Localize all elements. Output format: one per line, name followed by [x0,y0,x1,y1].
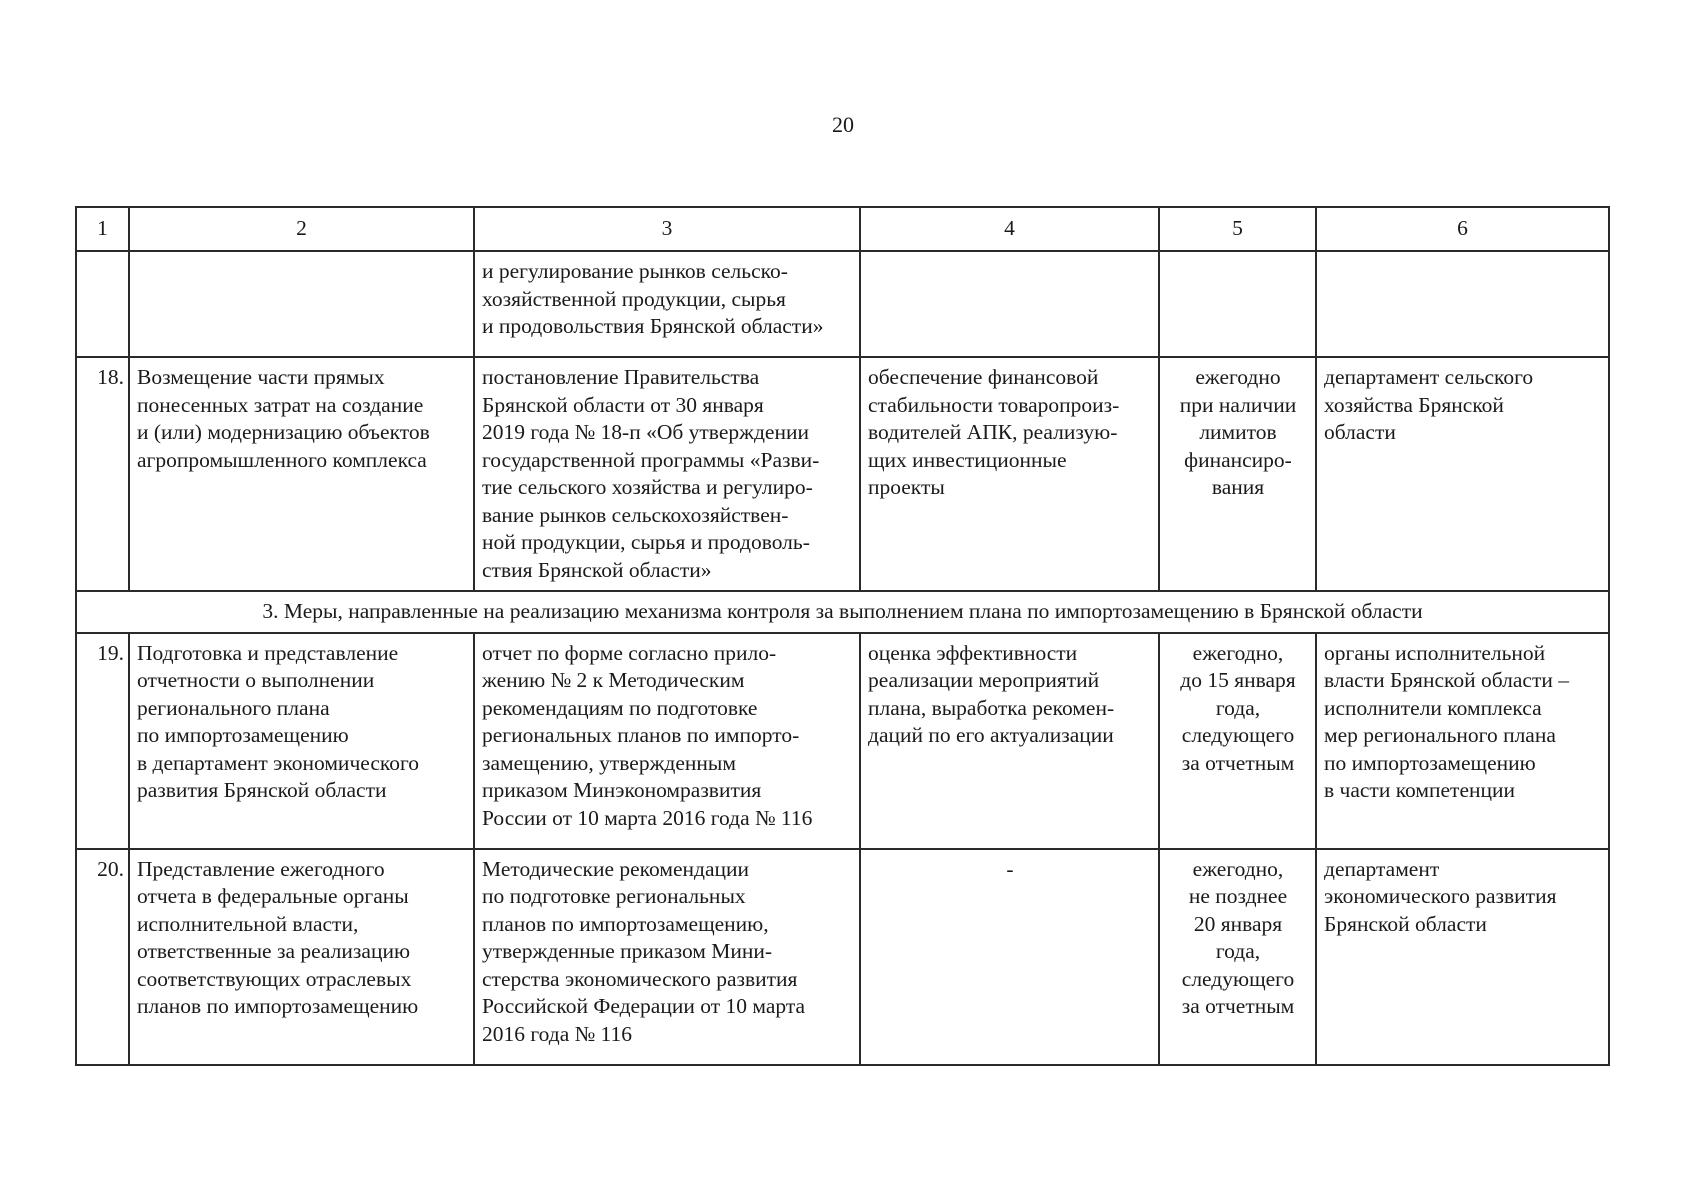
cell-measure: Возмещение части прямых понесенных затрат на создание и (или) модернизацию объектов агропромышленного комплекса [129,357,474,591]
cell-basis: постановление Правительства Брянской области от 30 января 2019 года № 18-п «Об утверждении государственной программы «Разви- тие сельского хозяйства и регулиро- вание рынков сельскохозяйствен- ной продукции, сырья и продоволь- ствия Брянской области» [474,357,860,591]
page-number: 20 [832,112,854,137]
cell-measure: Представление ежегодного отчета в федеральные органы исполнительной власти, ответственные за реализацию соответствующих отраслевых планов по импортозамещению [129,849,474,1065]
table-row [76,849,1609,1065]
header-cell-1: 1 [76,207,129,251]
header-cell-4: 4 [860,207,1159,251]
header-cell-5: 5 [1159,207,1316,251]
cell-responsible: органы исполнительной власти Брянской области – исполнители комплекса мер регионального плана по импортозамещению в части компетенции [1316,633,1609,849]
header-cell-2: 2 [129,207,474,251]
cell-num: 19. [76,633,129,849]
cell-num [76,251,129,357]
cell-result: оценка эффективности реализации мероприятий плана, выработка рекомен- даций по его актуализации [860,633,1159,849]
cell-responsible [1316,251,1609,357]
cell-measure [129,251,474,357]
cell-measure: Подготовка и представление отчетности о выполнении регионального плана по импортозамещению в департамент экономического развития Брянской области [129,633,474,849]
header-cell-3: 3 [474,207,860,251]
cell-num: 18. [76,357,129,591]
section-row [76,591,1609,633]
cell-result: обеспечение финансовой стабильности товаропроиз- водителей АПК, реализую- щих инвестиционные проекты [860,357,1159,591]
cell-deadline [1159,251,1316,357]
cell-basis: Методические рекомендации по подготовке региональных планов по импортозамещению, утвержденные приказом Мини- стерства экономического развития Российской Федерации от 10 марта 2016 года № 116 [474,849,860,1065]
cell-responsible: департамент экономического развития Брянской области [1316,849,1609,1065]
cell-deadline: ежегодно при наличии лимитов финансиро- вания [1159,357,1316,591]
cell-result [860,251,1159,357]
cell-num: 20. [76,849,129,1065]
cell-basis: и регулирование рынков сельско- хозяйственной продукции, сырья и продовольствия Брянской области» [474,251,860,357]
cell-responsible: департамент сельского хозяйства Брянской области [1316,357,1609,591]
cell-deadline: ежегодно, не позднее 20 января года, следующего за отчетным [1159,849,1316,1065]
measures-table [75,206,1610,1066]
table-header-row [76,207,1609,251]
section-heading: 3. Меры, направленные на реализацию механизма контроля за выполнением плана по импортозамещению в Брянской области [76,591,1609,633]
cell-result: - [860,849,1159,1065]
header-cell-6: 6 [1316,207,1609,251]
table-row-continuation [76,251,1609,357]
table-row [76,357,1609,591]
cell-basis: отчет по форме согласно прило- жению № 2 к Методическим рекомендациям по подготовке региональных планов по импорто- замещению, утвержденным приказом Минэкономразвития России от 10 марта 2016 года № 116 [474,633,860,849]
cell-deadline: ежегодно, до 15 января года, следующего за отчетным [1159,633,1316,849]
table-row [76,633,1609,849]
